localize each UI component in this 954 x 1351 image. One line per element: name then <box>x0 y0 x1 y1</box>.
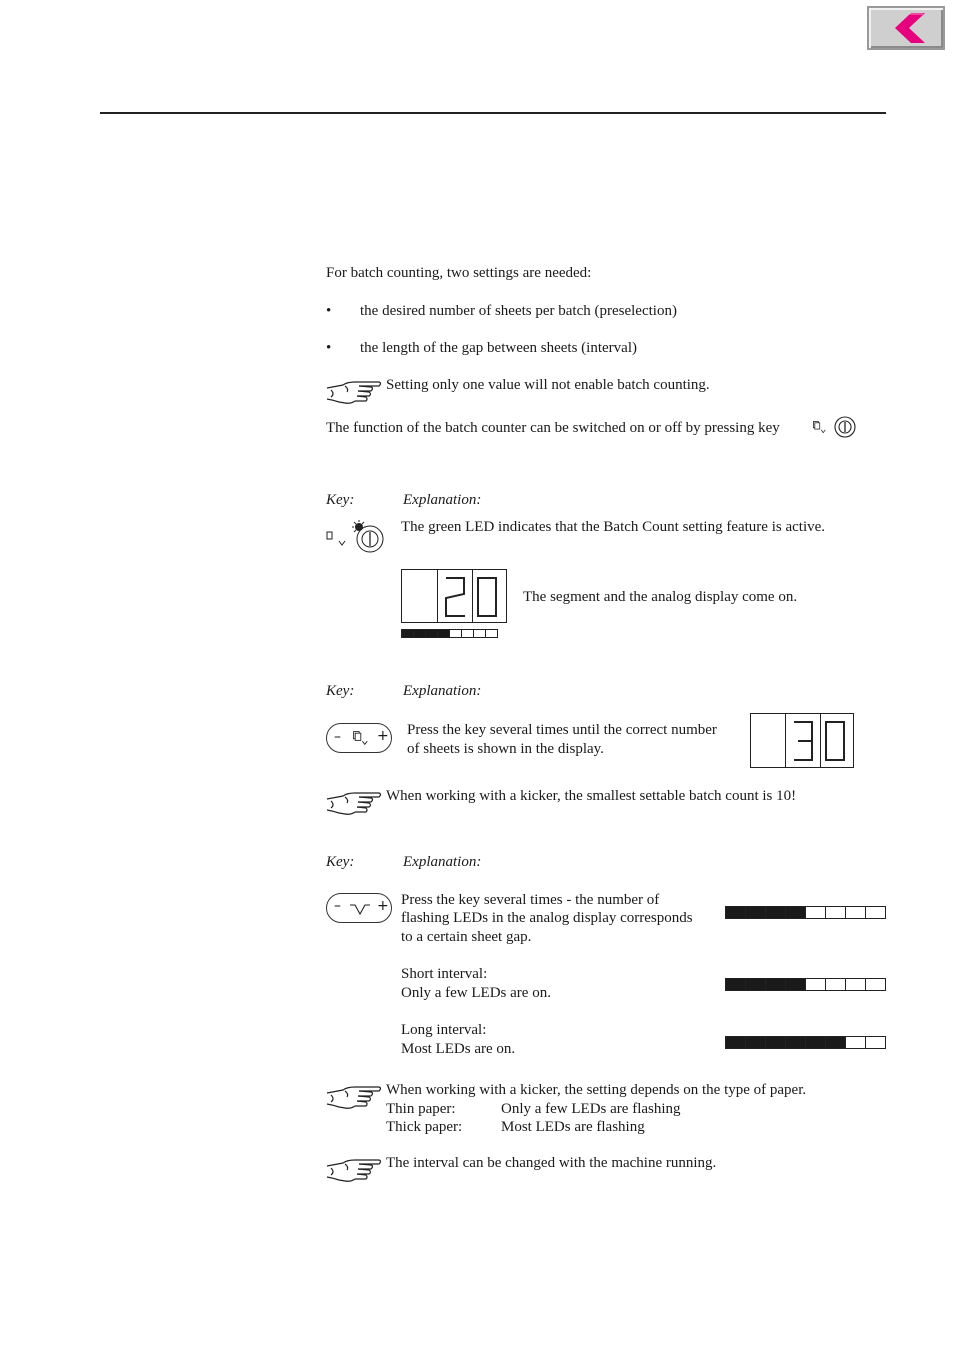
chevron-left-icon <box>869 8 943 48</box>
minus-label: – <box>334 898 341 914</box>
press-text: to a certain sheet gap. <box>401 929 532 945</box>
bullet-char: • <box>326 340 332 356</box>
thick-paper-label: Thick paper: <box>386 1119 463 1135</box>
key-header: Key: <box>326 854 355 870</box>
segment-digits <box>786 714 854 769</box>
analog-led <box>865 1036 886 1049</box>
analog-led <box>765 906 786 919</box>
explanation-header: Explanation: <box>403 854 482 870</box>
analog-display <box>725 1036 885 1049</box>
analog-led <box>805 1036 826 1049</box>
press-text: Press the key several times until the correct number <box>407 722 717 738</box>
press-text: Press the key several times - the number of <box>401 892 660 908</box>
analog-led <box>765 1036 786 1049</box>
analog-led <box>845 906 866 919</box>
explanation-header: Explanation: <box>403 683 482 699</box>
batch-counter-icon <box>352 729 368 747</box>
press-text: of sheets is shown in the display. <box>407 741 604 757</box>
plus-label: + <box>377 898 389 914</box>
analog-led <box>725 978 746 991</box>
interval-key[interactable] <box>326 893 392 923</box>
hand-pointer-icon <box>325 376 383 406</box>
analog-led <box>825 906 846 919</box>
thin-paper-label: Thin paper: <box>386 1101 456 1117</box>
analog-led <box>785 978 806 991</box>
analog-display <box>725 906 885 919</box>
analog-led <box>805 906 826 919</box>
hand-pointer-icon <box>325 1081 383 1111</box>
analog-led <box>805 978 826 991</box>
thin-paper-value: Only a few LEDs are flashing <box>501 1101 681 1117</box>
intro-lead: For batch counting, two settings are needed: <box>326 265 592 281</box>
batch-count-key-led-icon[interactable] <box>325 520 385 554</box>
long-interval-desc: Most LEDs are on. <box>401 1041 516 1057</box>
analog-led <box>785 1036 806 1049</box>
segment-display <box>750 713 854 768</box>
bullet-char: • <box>326 303 332 319</box>
preselection-key[interactable] <box>326 723 392 753</box>
short-interval-desc: Only a few LEDs are on. <box>401 985 551 1001</box>
plus-label: + <box>377 728 389 744</box>
analog-led <box>745 978 766 991</box>
analog-led <box>485 629 498 638</box>
hand-pointer-icon <box>325 1154 383 1184</box>
segment-display <box>401 569 507 623</box>
press-text: flashing LEDs in the analog display corresponds <box>401 910 693 926</box>
analog-display <box>725 978 885 991</box>
note-text: Setting only one value will not enable batch counting. <box>386 377 710 393</box>
analog-led <box>785 906 806 919</box>
note-text: When working with a kicker, the setting depends on the type of paper. <box>386 1082 807 1098</box>
interval-gap-icon <box>349 901 371 917</box>
led-explanation: The green LED indicates that the Batch Count setting feature is active. <box>401 519 826 535</box>
batch-counter-icon <box>812 418 826 436</box>
long-interval-title: Long interval: <box>401 1022 487 1038</box>
explanation-header: Explanation: <box>403 492 482 508</box>
display-explanation: The segment and the analog display come on. <box>523 589 798 605</box>
analog-led <box>745 1036 766 1049</box>
short-interval-title: Short interval: <box>401 966 488 982</box>
hand-pointer-icon <box>325 787 383 817</box>
analog-led <box>845 978 866 991</box>
thick-paper-value: Most LEDs are flashing <box>501 1119 645 1135</box>
analog-led <box>825 1036 846 1049</box>
back-button[interactable] <box>867 6 945 50</box>
analog-led <box>845 1036 866 1049</box>
analog-led <box>745 906 766 919</box>
bullet-item: the length of the gap between sheets (interval) <box>360 340 637 356</box>
minus-label: – <box>334 729 341 745</box>
analog-led <box>765 978 786 991</box>
analog-display <box>401 629 497 638</box>
key-header: Key: <box>326 492 355 508</box>
analog-led <box>865 978 886 991</box>
power-key-icon[interactable] <box>834 416 856 438</box>
note-text: The interval can be changed with the machine running. <box>386 1155 717 1171</box>
analog-led <box>865 906 886 919</box>
note-text: When working with a kicker, the smallest settable batch count is 10! <box>386 788 797 804</box>
segment-digits <box>438 570 508 624</box>
header-rule <box>100 112 886 114</box>
bullet-item: the desired number of sheets per batch (preselection) <box>360 303 677 319</box>
key-header: Key: <box>326 683 355 699</box>
analog-led <box>825 978 846 991</box>
analog-led <box>725 1036 746 1049</box>
analog-led <box>725 906 746 919</box>
switch-text: The function of the batch counter can be switched on or off by pressing key <box>326 420 780 436</box>
